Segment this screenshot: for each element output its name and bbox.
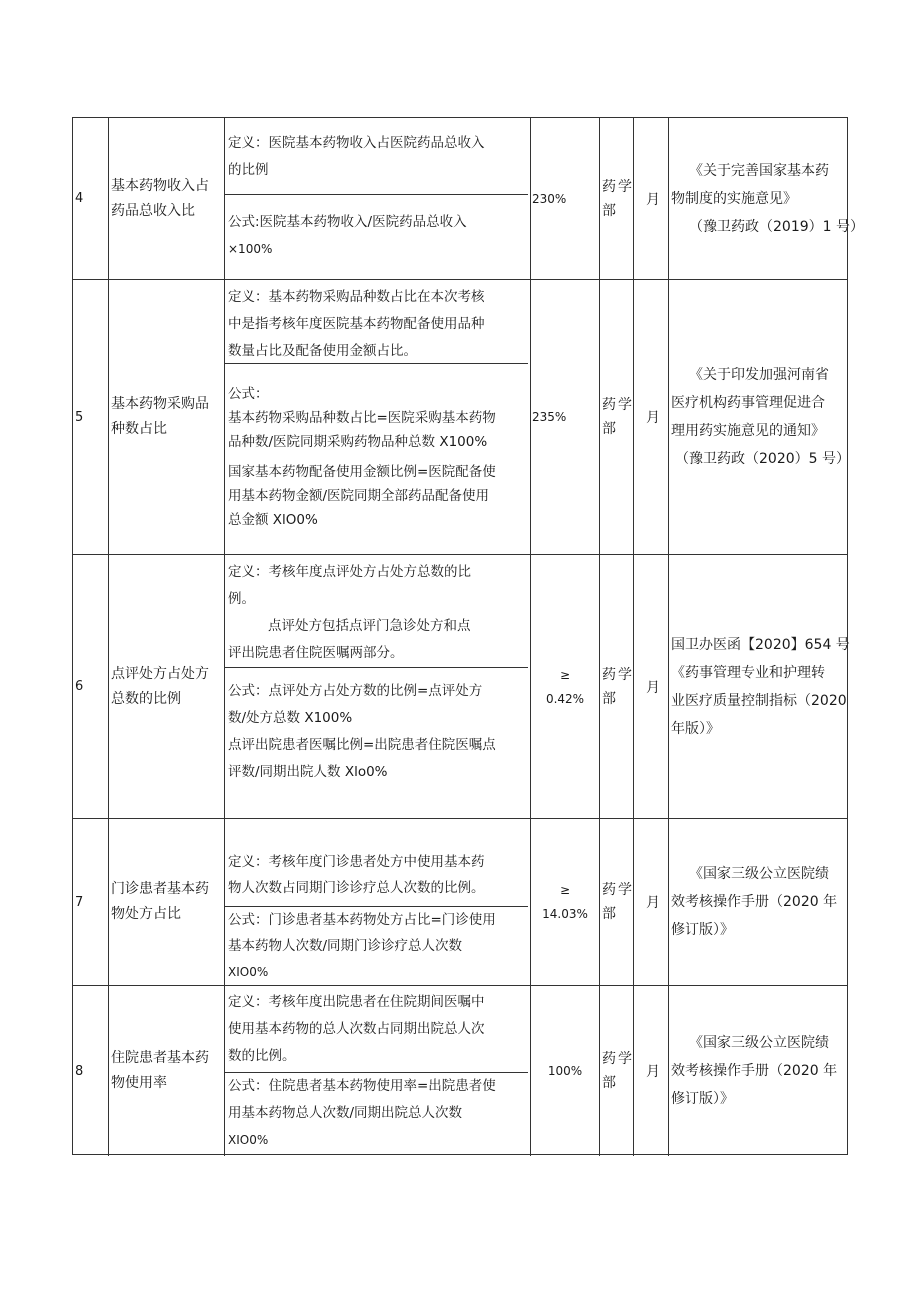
frequency: 月 [633,118,668,279]
frequency: 月 [633,280,668,554]
target-value: 235% [530,280,599,554]
row-number: 7 [75,894,84,910]
definition-formula-cell [224,986,530,1156]
department: 药学 部 [599,819,633,985]
table-row [73,554,850,818]
indicator-name: 基本药物采购品 种数占比 [108,280,224,554]
table-row [73,818,847,985]
indicator-name: 门诊患者基本药 物处方占比 [108,819,224,985]
frequency: 月 [633,819,668,985]
definition-text: 定义：医院基本药物收入占医院药品总收入 的比例 [225,118,528,195]
department: 药学 部 [599,118,633,279]
indicator-table [72,117,864,1155]
policy-basis: 《关于完善国家基本药 物制度的实施意见》 （豫卫药政（2019）1 号） [668,118,849,279]
indicator-name: 基本药物收入占 药品总收入比 [108,118,224,279]
policy-basis: 国卫办医函【2020】654 号 《药事管理专业和护理转 业医疗质量控制指标（2020 年版）》 [668,555,849,818]
table-row [73,985,847,1156]
department: 药学 部 [599,986,633,1156]
indicator-name: 点评处方占处方 总数的比例 [108,555,224,818]
formula-text: 公式：点评处方占处方数的比例=点评处方 数/处方总数 X100% 点评出院患者医嘱比例=出院患者住院医嘱点 评数/同期出院人数 Xlo0% [228,683,496,780]
target-value: ≥ 14.03% [530,819,599,985]
table-row [73,279,850,554]
policy-basis: 《关于印发加强河南省 医疗机构药事管理促进合 理用药实施意见的通知》 （豫卫药政（2020）5 号） [668,280,849,554]
table-row [73,118,864,279]
formula-text: 公式:医院基本药物收入/医院药品总收入 ×100% [228,214,467,256]
definition-text: 定义：考核年度门诊患者处方中使用基本药 物人次数占同期门诊诊疗总人次数的比例。 [225,819,528,907]
row-number: 5 [75,409,84,425]
target-value: 230% [530,118,599,279]
definition-text: 定义：考核年度出院患者在住院期间医嘱中 使用基本药物的总人次数占同期出院总人次 数的比例。 [225,986,528,1073]
definition-text: 定义：考核年度点评处方占处方总数的比 例。 点评处方包括点评门急诊处方和点 评出院患者住院医嘱两部分。 [225,555,528,668]
target-value: ≥ 0.42% [530,555,599,818]
definition-formula-cell [224,280,530,554]
policy-basis: 《国家三级公立医院绩 效考核操作手册（2020 年 修订版）》 [668,819,849,985]
policy-basis: 《国家三级公立医院绩 效考核操作手册（2020 年 修订版）》 [668,986,849,1156]
row-number: 8 [75,1063,84,1079]
indicator-name: 住院患者基本药 物使用率 [108,986,224,1156]
definition-formula-cell [224,118,530,279]
definition-text: 定义：基本药物采购品种数占比在本次考核 中是指考核年度医院基本药物配备使用品种 数量占比及配备使用金额占比。 [225,280,528,364]
formula-text: 公式：住院患者基本药物使用率=出院患者使 用基本药物总人次数/同期出院总人次数 XIO0% [228,1078,496,1147]
department: 药学 部 [599,280,633,554]
department: 药学 部 [599,555,633,818]
definition-formula-cell [224,819,530,985]
row-number: 6 [75,679,84,694]
frequency: 月 [633,986,668,1156]
formula-text: 公式： 基本药物采购品种数占比=医院采购基本药物 品种数/医院同期采购药物品种总数 X100% 国家基本药物配备使用金额比例=医院配备使 用基本药物金额/医院同期全部药品配备使用 总金额 XlO0% [228,386,496,528]
row-number: 4 [75,191,84,206]
frequency: 月 [633,555,668,818]
definition-formula-cell [224,555,530,818]
formula-text: 公式：门诊患者基本药物处方占比=门诊使用 基本药物人次数/同期门诊诊疗总人次数 XIO0% [228,912,496,979]
target-value: 100% [530,986,599,1156]
